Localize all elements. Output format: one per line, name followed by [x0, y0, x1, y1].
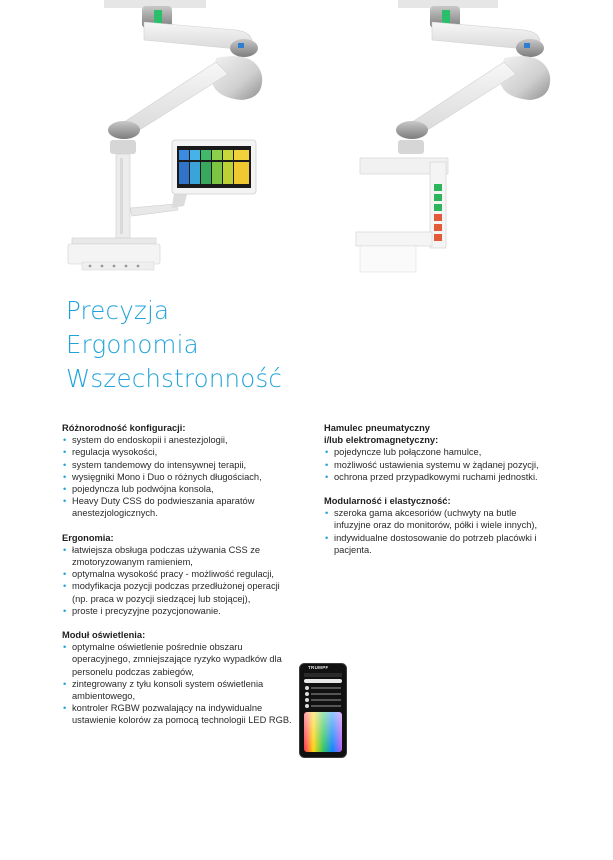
section-title: Różnorodność konfiguracji: — [62, 423, 186, 433]
section-ergonomics — [62, 532, 294, 617]
bullet-list — [62, 544, 294, 617]
list-item: • możliwość ustawienia systemu w żądanej pozycji, — [324, 459, 542, 471]
section-modularity — [324, 495, 542, 556]
right-column — [324, 422, 542, 568]
list-item: • system do endoskopii i anestezjologii, — [62, 434, 294, 446]
list-item: • ochrona przed przypadkowymi ruchami jednostki. — [324, 471, 542, 483]
section-configuration — [62, 422, 294, 520]
list-item: • indywidualne dostosowanie do potrzeb placówki i pacjenta. — [324, 532, 542, 556]
rgbw-controller-brand: TRUMPF — [308, 665, 329, 670]
headline-line-versatility: Wszechstronność — [66, 364, 283, 393]
section-lighting-module — [62, 629, 294, 727]
section-title: Ergonomia: — [62, 532, 114, 543]
headline-line-ergonomics: Ergonomia — [66, 330, 199, 359]
list-item: • modyfikacja pozycji podczas przedłużonej operacji (np. praca w pozycji siedzącej lub stojącej), — [62, 580, 294, 604]
left-column — [62, 422, 294, 739]
list-item: • pojedyncze lub połączone hamulce, — [324, 446, 542, 458]
list-item: • optymalna wysokość pracy - możliwość regulacji, — [62, 568, 294, 580]
list-item: • kontroler RGBW pozwalający na indywidualne ustawienie kolorów za pomocą technologii LED RGB. — [62, 702, 294, 726]
list-item: • Heavy Duty CSS do podwieszania aparatów anestezjologicznych. — [62, 495, 294, 519]
bullet-list — [62, 434, 294, 519]
ceiling-supply-unit-with-gas-outlets-image — [354, 0, 564, 274]
section-title-line-2: i/lub elektromagnetyczny: — [324, 435, 439, 446]
bullet-list — [324, 446, 542, 483]
list-item: • proste i precyzyjne pozycjonowanie. — [62, 605, 294, 617]
list-item: • szeroka gama akcesoriów (uchwyty na butle infuzyjne oraz do monitorów, półki i wiele innych), — [324, 507, 542, 531]
section-title-line-1: Hamulec pneumatyczny — [324, 423, 430, 433]
section-title: Moduł oświetlenia: — [62, 630, 146, 641]
rgbw-controller — [299, 663, 347, 758]
list-item: • regulacja wysokości, — [62, 446, 294, 458]
headline — [66, 294, 282, 396]
bullet-list — [324, 507, 542, 556]
section-title: Modularność i elastyczność: — [324, 496, 451, 507]
section-brakes — [324, 422, 542, 483]
list-item: • pojedyncza lub podwójna konsola, — [62, 483, 294, 495]
headline-line-precision: Precyzja — [66, 296, 170, 325]
list-item: • optymalne oświetlenie pośrednie obszaru operacyjnego, zmniejszające ryzyko wypadków dla personelu podczas zabiegów, — [62, 641, 294, 678]
ceiling-supply-unit-with-monitor-image — [66, 0, 276, 272]
rgbw-controller-icon — [299, 663, 347, 758]
list-item: • system tandemowy do intensywnej terapii, — [62, 459, 294, 471]
list-item: • zintegrowany z tyłu konsoli system oświetlenia ambientowego, — [62, 678, 294, 702]
list-item: • łatwiejsza obsługa podczas używania CSS ze zmotoryzowanym ramieniem, — [62, 544, 294, 568]
bullet-list — [62, 641, 294, 726]
list-item: • wysięgniki Mono i Duo o różnych długościach, — [62, 471, 294, 483]
